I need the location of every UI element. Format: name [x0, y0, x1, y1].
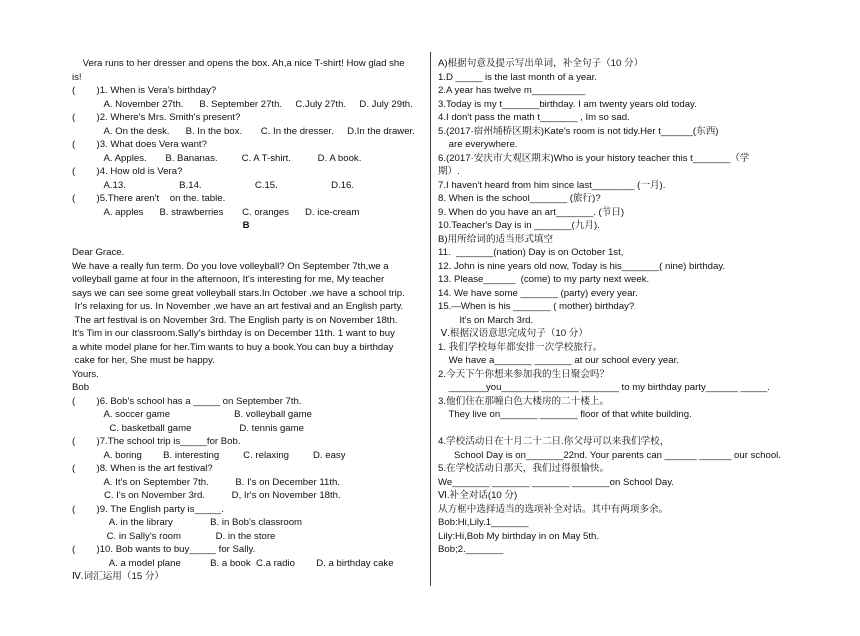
question-9-options: C. in Sally's room D. in the store: [72, 530, 276, 542]
letter-greeting: Dear Grace.: [72, 247, 125, 258]
section-vi-instructions: 从方框中选择适当的选项补全对话。其中有两项多余。: [438, 503, 669, 515]
vocab-item-8: 8. When is the school_______ (旅行)?: [438, 193, 601, 204]
translation-2-prompt: 2.今天下午你想来参加我的生日聚会吗？: [438, 368, 610, 380]
letter-signature: Bob: [72, 382, 90, 393]
question-5: ( )5.There aren't on the. table.: [72, 193, 226, 204]
question-6-options: A. soccer game B. volleyball game: [72, 409, 312, 420]
blank-line: [72, 233, 424, 247]
translation-1-prompt: 1. 我们学校每年都安排一次学校旅行。: [438, 341, 603, 353]
form-item-13: 13. Please______ (come) to my party next week.: [438, 274, 650, 285]
column-divider: [430, 52, 431, 586]
letter-line: cake for her, She must be happy.: [72, 355, 215, 366]
vocab-item-2: 2.A year has twelve m__________: [438, 85, 586, 96]
question-8: ( )8. When is the art festival?: [72, 463, 213, 474]
question-10: ( )10. Bob wants to buy_____ for Sally.: [72, 544, 256, 555]
letter-line: volleyball game at four in the afternoon, It's interesting for me, My teacher: [72, 274, 385, 285]
letter-line: Ir's relaxing for us. In November ,we have an art festival and an English party.: [72, 301, 404, 312]
question-5-options: A. apples B. strawberries C. oranges D. ice-cream: [72, 206, 360, 218]
question-2: ( )2. Where's Mrs. Smith's present?: [72, 112, 241, 123]
vocab-item-10: 10.Teacher's Day is in _______(九月).: [438, 220, 600, 231]
section-b-heading: B: [72, 220, 250, 231]
form-item-11: 11. _______(nation) Day is on October 1st,: [438, 247, 624, 258]
form-item-12: 12. John is nine years old now, Today is his_______( nine) birthday.: [438, 260, 726, 272]
form-item-15-reply: It's on March 3rd.: [438, 314, 534, 326]
dialogue-line: Bob:Hi,Lily.1_______: [438, 517, 529, 528]
vocab-item-6: 6.(2017·安庆市大观区期末)Who is your history teacher this t_______（学: [438, 152, 750, 164]
vocab-item-4: 4.I don't pass the math t_______ , Im so sad.: [438, 112, 630, 123]
vocab-item-3: 3.Today is my t_______birthday. I am twenty years old today.: [438, 98, 697, 110]
dialogue-line: Lily:Hi,Bob My birthday in on May 5th.: [438, 530, 600, 542]
question-10-options: A. a model plane B. a book C.a radio D. a birthday cake: [72, 557, 394, 569]
question-3-options: A. Apples. B. Bananas. C. A T-shirt. D. A book.: [72, 152, 362, 164]
question-8-options: C. I's on November 3rd. D, Ir's on November 18th.: [72, 490, 341, 501]
question-4: ( )4. How old is Vera?: [72, 166, 183, 177]
letter-line: says we can see some great volleyball stars.In October .we have a school trip.: [72, 287, 405, 299]
question-9: ( )9. The English party is_____.: [72, 503, 224, 515]
form-item-15: 15.—When is his _______ ( mother) birthday?: [438, 301, 635, 312]
letter-line: It's Tim in our classroom.Sally's birthday is on December 11th. 1 want to buy: [72, 328, 395, 339]
vocab-item-7: 7.I haven't heard from him since last________ (一月).: [438, 179, 666, 191]
vocab-item-6-cont: 期）.: [438, 166, 460, 177]
question-7-options: A. boring B. interesting C. relaxing D. easy: [72, 449, 346, 461]
letter-line: a white model plane for her.Tim wants to buy a book.You can buy a birthday: [72, 341, 394, 353]
section-vi-heading: Ⅵ.补全对话(10 分): [438, 490, 518, 501]
letter-line: We have a really fun term. Do you love volleyball? On September 7th,we a: [72, 260, 389, 272]
vocab-item-5-cont: are everywhere.: [438, 139, 518, 150]
question-6: ( )6. Bob's school has a _____ on September 7th.: [72, 395, 302, 407]
section-iv-heading: Ⅳ.词汇运用（15 分）: [72, 571, 165, 582]
passage-a-line: Vera runs to her dresser and opens the box. Ah,a nice T-shirt! How glad she: [72, 58, 405, 69]
form-item-14: 14. We have some _______ (party) every year.: [438, 287, 638, 299]
translation-5-answer: We_______ _______ _______ _______on School Day.: [438, 476, 674, 488]
blank-line: [438, 422, 800, 436]
question-2-options: A. On the desk. B. In the box. C. In the dresser. D.In the drawer.: [72, 125, 415, 137]
translation-1-answer: We have a_______ _______ at our school every year.: [438, 355, 679, 366]
question-4-options: A.13. B.14. C.15. D.16.: [72, 179, 355, 191]
vocab-item-1: 1.D _____ is the last month of a year.: [438, 71, 597, 83]
letter-closing: Yours.: [72, 368, 99, 380]
translation-2-answer: _______you_______ _______ _______ to my birthday party______ _____.: [438, 382, 770, 393]
right-column: [438, 57, 800, 557]
translation-4-answer: School Day is on_______22nd. Your parents can ______ ______ our school.: [438, 449, 781, 461]
section-v-heading: Ⅴ.根据汉语意思完成句子（10 分）: [438, 328, 588, 339]
question-7: ( )7.The school trip is_____for Bob.: [72, 436, 241, 447]
translation-3-answer: They live on_______ _______ floor of that white building.: [438, 409, 692, 420]
question-8-options: A. It's on September 7th. B. I's on December 11th.: [72, 476, 340, 488]
question-6-options: C. basketball game D. tennis game: [72, 422, 304, 434]
left-column: [72, 57, 424, 584]
vocab-item-9: 9. When do you have an art_______. (节日): [438, 206, 625, 218]
translation-3-prompt: 3.他们住在那幢白色大楼房的二十楼上。: [438, 395, 610, 407]
question-9-options: A. in the library B. in Bob's classroom: [72, 517, 303, 528]
question-1: ( )1. When is Vera's birthday?: [72, 85, 217, 96]
translation-4-prompt: 4.学校活动日在十月二十二日.你父母可以来我们学校，: [438, 436, 670, 447]
translation-5-prompt: 5.在学校活动日那天，我们过得很愉快。: [438, 463, 610, 474]
dialogue-line: Bob;2._______: [438, 544, 504, 555]
question-3: ( )3. What does Vera want?: [72, 139, 207, 150]
section-a-heading: A)根据句意及提示写出单词，补全句子（10 分）: [438, 58, 644, 69]
question-1-options: A. November 27th. B. September 27th. C.July 27th. D. July 29th.: [72, 98, 413, 110]
vocab-item-5: 5.(2017·宿州埇桥区期末)Kate's room is not tidy.Her t______(东西): [438, 125, 719, 137]
letter-line: The art festival is on November 3rd. The English party is on November 18th.: [72, 314, 398, 326]
section-b-form-heading: B)用所给词的适当形式填空: [438, 233, 554, 245]
passage-a-line: is!: [72, 71, 82, 83]
